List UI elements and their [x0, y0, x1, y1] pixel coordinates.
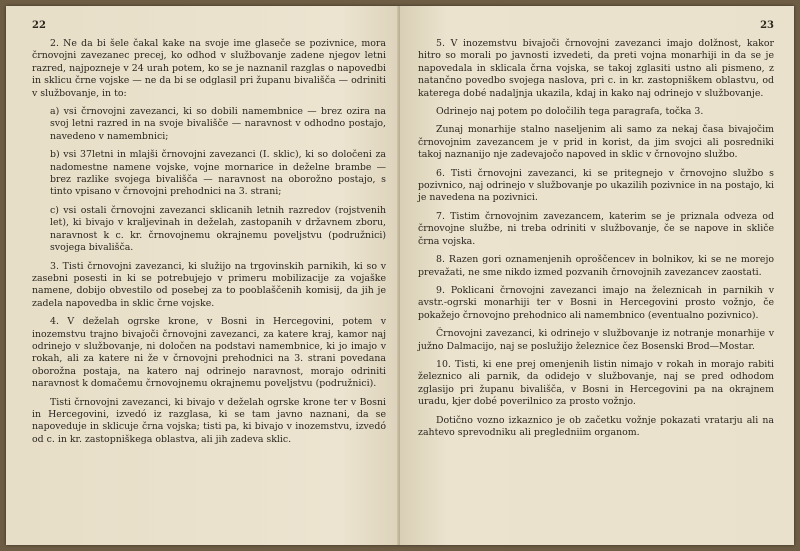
left-page	[6, 6, 400, 545]
paragraph-9: 9. Poklicani črnovojni zavezanci imajo na železnicah in parnikih v avstr.-ogrski monarhiji ter v Bosni in Hercegovini prosto vožnjo, če pokažejo črnovojno prehodnico ali namembnico (eventualno pozivnico).	[418, 284, 774, 321]
paragraph-7: 7. Tistim črnovojnim zavezancem, katerim se je priznala odveza od črnovojne službe, ni treba odriniti v službovanje, če se napove in skliče črna vojska.	[418, 210, 774, 247]
paragraph-8: 8. Razen gori oznamenjenih oproščencev in bolnikov, ki se ne morejo prevažati, ne sme nikdo izmed pozvanih črnovojnih zavezancev zaostati.	[418, 254, 774, 278]
paragraph-2a: a) vsi črnovojni zavezanci, ki so dobili namembnice — brez ozira na svoj letni razred in na svoje bivališče — naravnost v odhodno postajo, navedeno v namembnici;	[50, 106, 386, 142]
paragraph-9-dalmatia: Črnovojni zavezanci, ki odrinejo v službovanje iz notranje monarhije v južno Dalmacijo, naj se poslužijo železnice čez Bosenski Brod—Mostar.	[418, 328, 774, 352]
paragraph-6: 6. Tisti črnovojni zavezanci, ki se pritegnejo v črnovojno službo s pozivnico, naj odrinejo v službovanje po ukazilih pozivnice in na postajo, ki je navedena na pozivnici.	[418, 167, 774, 204]
right-page	[400, 6, 794, 545]
page-number-right: 23	[760, 20, 774, 31]
paragraph-10-ticket: Dotično vozno izkaznico je ob začetku vožnje pokazati vratarju ali na zahtevo sprevodniku ali pregledniim organom.	[418, 414, 774, 438]
paragraph-5: 5. V inozemstvu bivajoči črnovojni zavezanci imajo dolžnost, kakor hitro so morali po javnosti izvedeti, da preti vojna monarhiji in da se je napovedala in sklicala črna vojska, se takoj zglasiti ustno ali pismeno, z natančno povedbo svojega naslova, pri c. in kr. zastopniškem oblastvu, od katerega dobé nadaljnja ukazila, kdaj in kako naj odrinejo v službovanje.	[418, 38, 774, 99]
paragraph-5-note: Odrinejo naj potem po določilih tega paragrafa, točka 3.	[436, 106, 704, 118]
page-number-left: 22	[32, 20, 46, 31]
paragraph-4: 4. V deželah ogrske krone, v Bosni in Hercegovini, potem v inozemstvu trajno bivajoči črnovojni zavezanci, za katere kraj, kamor naj odrinejo v službovanje, ni določen na podstavi namembnice, ki jo imajo v rokah, ali za katere ni že v črnovojni prehodnici na 3. strani povedana oborožna postaja, na katero naj odrinejo naravnost, morajo odriniti naravnost k domačemu črnovojnemu okrajnemu poveljstvu (podružnici).	[32, 316, 386, 390]
paragraph-5-advice: Zunaj monarhije stalno naseljenim ali samo za nekaj časa bivajočim črnovojnim zavezancem je v prid in korist, da jim svojci ali posredniki takoj naznanijo nje zadevajočo napoved in sklic v črnovojno službo.	[418, 124, 774, 161]
booklet-spread	[6, 6, 794, 545]
paragraph-10: 10. Tisti, ki ene prej omenjenih listin nimajo v rokah in morajo rabiti železnico ali parnik, da odidejo v službovanje, naj se pred odhodom zglasijo pri županu bivališča, v Bosni in Hercegovini pa na okrajnem uradu, kjer dobé poverilnico za prosto vožnjo.	[418, 358, 774, 408]
paragraph-2: 2. Ne da bi šele čakal kake na svoje ime glaseče se pozivnice, mora črnovojni zavezanec precej, ko odhod v službovanje zadene njegov letni razred, najpozneje v 24 urah potem, ko se je naznanil razglas o napovedbi in sklicu črne vojske — ne da bi se odglasil pri županu bivališča — odriniti v službovanje, in to:	[32, 38, 386, 99]
paragraph-2c: c) vsi ostali črnovojni zavezanci sklicanih letnih razredov (rojstvenih let), ki bivajo v kraljevinah in deželah, zastopanih v državnem zboru, naravnost k c. kr. črnovojnemu okrajnemu poveljstvu (podružnici) svojega bivališča.	[50, 204, 386, 254]
paragraph-3: 3. Tisti črnovojni zavezanci, ki služijo na trgovinskih parnikih, ki so v zasebni posesti in ki se potrebujejo v primeru mobilizacije za vojaške namene, dobijo obvestilo od posebej za to pooblaščenih komisij, da jih je zadela napovedba in sklic črne vojske.	[32, 260, 386, 309]
paragraph-2b: b) vsi 37letni in mlajši črnovojni zavezanci (I. sklic), ki so določeni za nadomestne namene vojske, vojne mornarice in deželne brambe — brez razlike svojega bivališča — naravnost na oborožno postajo, s tinto vpisano v črnovojni prehodnici na 3. strani;	[50, 149, 386, 198]
paragraph-4-cont: Tisti črnovojni zavezanci, ki bivajo v deželah ogrske krone ter v Bosni in Hercegovini, izvedó iz razglasa, ki se tam javno naznani, da se napoveduje in sklicuje črna vojska; tisti pa, ki bivajo v inozemstvu, izvedó od c. in kr. zastopniškega oblastva, ali jih zadeva sklic.	[32, 396, 386, 445]
